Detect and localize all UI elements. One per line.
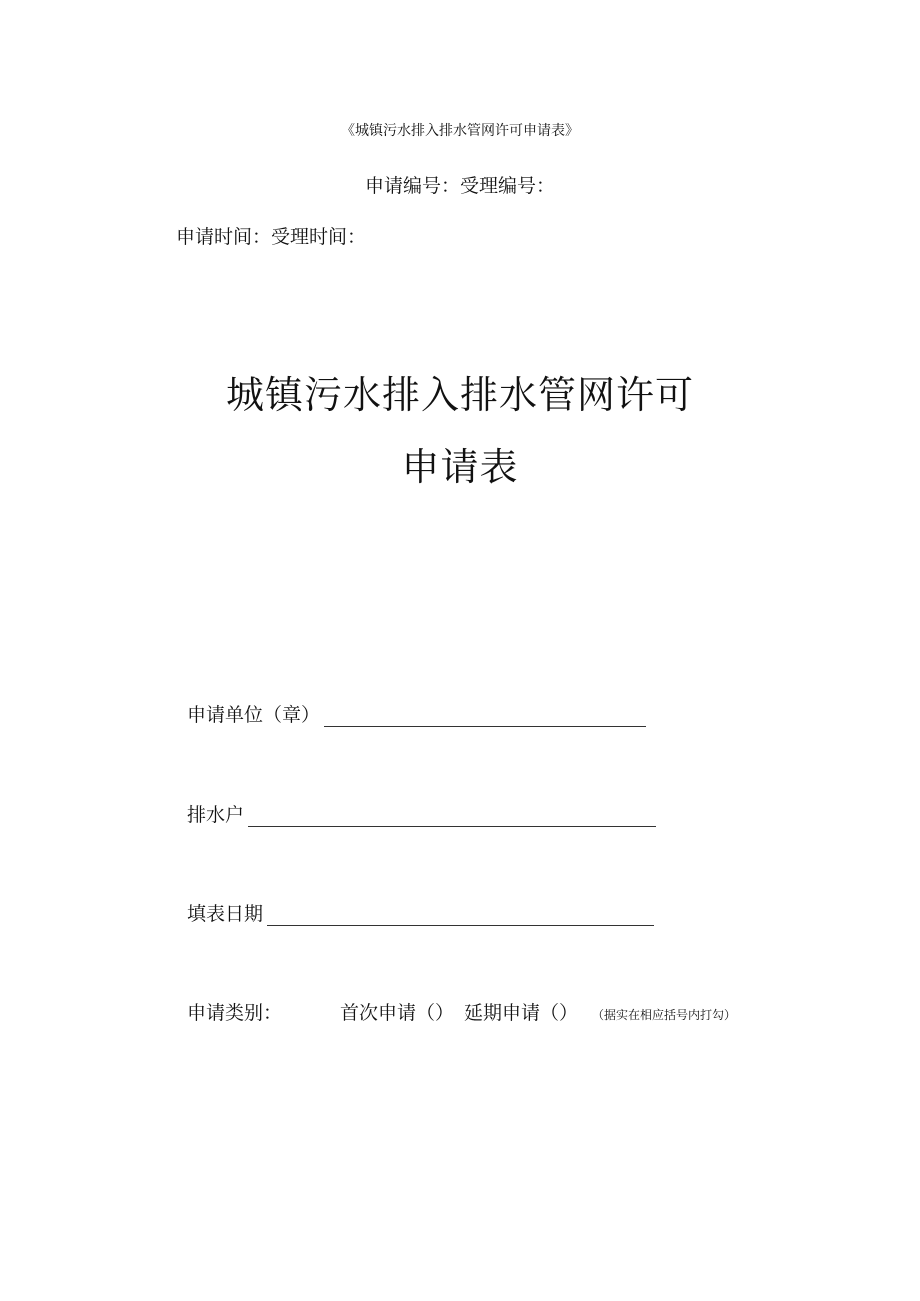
- application-time-line: 申请时间：受理时间：: [176, 226, 367, 248]
- fill-date-field[interactable]: [267, 903, 654, 926]
- extension-application-option[interactable]: 延期申请（）: [464, 1002, 579, 1024]
- applicant-unit-row: [187, 700, 646, 727]
- drainage-user-label: 排水户: [187, 804, 245, 826]
- fill-date-label: 填表日期: [187, 903, 264, 925]
- fill-date-row: [187, 899, 654, 926]
- document-reference: 《城镇污水排入排水管网许可申请表》: [341, 123, 579, 139]
- category-note: （据实在相应括号内打勾）: [592, 1008, 737, 1022]
- page-title-line1: 城镇污水排入排水管网许可: [225, 373, 694, 417]
- drainage-user-field[interactable]: [248, 804, 656, 827]
- application-category-label: 申请类别：: [187, 1002, 283, 1024]
- application-category-row: [187, 998, 736, 1025]
- application-numbers-line: 申请编号：受理编号：: [364, 175, 555, 197]
- page-title-line2: 申请表: [401, 445, 519, 489]
- drainage-user-row: [187, 800, 656, 827]
- first-application-option[interactable]: 首次申请（）: [340, 1002, 455, 1024]
- applicant-unit-field[interactable]: [324, 704, 646, 727]
- applicant-unit-label: 申请单位（章）: [187, 704, 321, 726]
